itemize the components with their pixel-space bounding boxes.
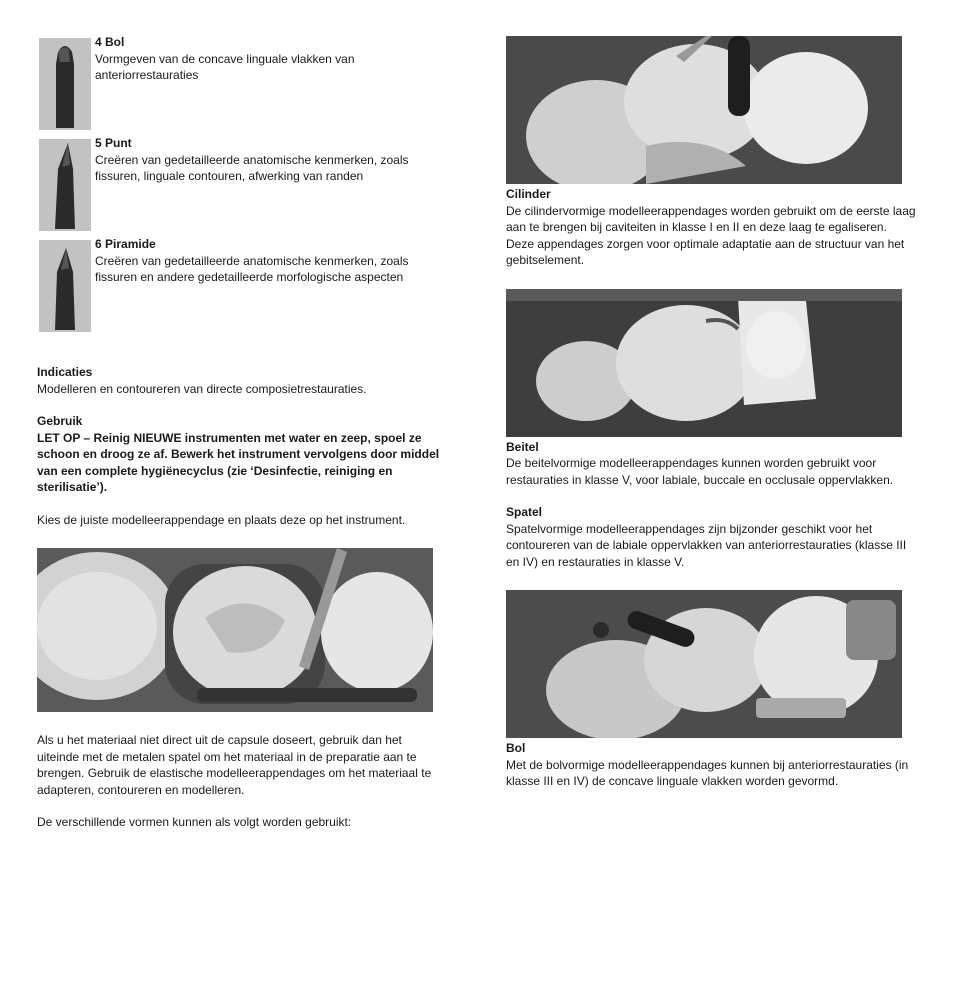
tip-punt-text (95, 135, 445, 185)
photo-cilinder (506, 36, 902, 184)
shape-text: De beitelvormige modelleerappendages kunnen worden gebruikt voor restauraties in klasse V, voor labiale, buccale en occlusale oppervlakken. (506, 456, 894, 487)
shape-text: Met de bolvormige modelleerappendages kunnen bij anteriorrestauraties (in klasse III en IV) de concave linguale vlakken worden gevormd. (506, 757, 909, 788)
photo-bol (506, 590, 902, 738)
indicaties-section (37, 364, 447, 397)
application-paragraph: Als u het materiaal niet direct uit de capsule doseert, gebruik dan het uiteinde met de metalen spatel om het materiaal in de preparatie aan te brengen. Gebruik de elastische modelleerappendages om het materiaal te adapteren, contoureren en modelleren. (37, 733, 432, 797)
shape-bol (506, 740, 916, 790)
forms-intro: De verschillende vormen kunnen als volgt worden gebruikt: (37, 815, 352, 829)
tip-piramide (37, 236, 447, 356)
shape-heading: Beitel (506, 439, 539, 454)
tip-title: 6 Piramide (95, 237, 156, 251)
shape-text: De cilindervormige modelleerappendages worden gebruikt om de eerste laag aan te brengen bij caviteiten in klasse I en II en deze laag te egaliseren. Deze appendages zorgen voor optimale adaptatie aan de structuur van het gebitselement. (506, 203, 916, 267)
tip-bol (37, 34, 447, 135)
indicaties-text: Modelleren en contoureren van directe composietrestauraties. (37, 381, 367, 396)
left-column (37, 34, 447, 831)
tip-piramide-text (95, 236, 445, 286)
photo-molar-modelling (37, 548, 433, 712)
indicaties-heading: Indicaties (37, 365, 93, 379)
shape-heading: Bol (506, 741, 526, 755)
gebruik-heading: Gebruik (37, 414, 83, 428)
tip-title: 5 Punt (95, 136, 132, 150)
shape-heading: Cilinder (506, 187, 551, 201)
tip-description: Creëren van gedetailleerde anatomische kenmerken, zoals fissuren en andere gedetailleerde morfologische aspecten (95, 253, 409, 284)
tip-piramide-image (39, 240, 91, 332)
tip-punt (37, 135, 447, 236)
gebruik-choose: Kies de juiste modelleerappendage en plaats deze op het instrument. (37, 512, 406, 527)
shape-cilinder (506, 186, 916, 269)
gebruik-warning: LET OP – Reinig NIEUWE instrumenten met water en zeep, spoel ze schoon en droog ze af. Bewerk het instrument vervolgens door middel van een complete hygiënecyclus (zie ‘Desinfectie, reiniging en sterilisatie’). (37, 430, 440, 494)
tip-description: Vormgeven van de concave linguale vlakken van anteriorrestauraties (95, 51, 355, 82)
tip-bol-image (39, 38, 91, 130)
right-column (506, 34, 916, 790)
photo-beitel (506, 289, 902, 437)
tip-title: 4 Bol (95, 35, 125, 49)
shape-beitel (506, 439, 916, 489)
shape-text: Spatelvormige modelleerappendages zijn bijzonder geschikt voor het contoureren van de labiale oppervlakken van anteriorrestauraties (klasse III en IV) en restauraties in klasse V. (506, 521, 907, 569)
shape-heading: Spatel (506, 505, 543, 519)
gebruik-section (37, 413, 447, 528)
shape-spatel (506, 504, 916, 570)
after-photo-text (37, 732, 447, 831)
tip-punt-image (39, 139, 91, 231)
tip-description: Creëren van gedetailleerde anatomische kenmerken, zoals fissuren, linguale contouren, afwerking van randen (95, 152, 409, 183)
tip-bol-text (95, 34, 445, 84)
